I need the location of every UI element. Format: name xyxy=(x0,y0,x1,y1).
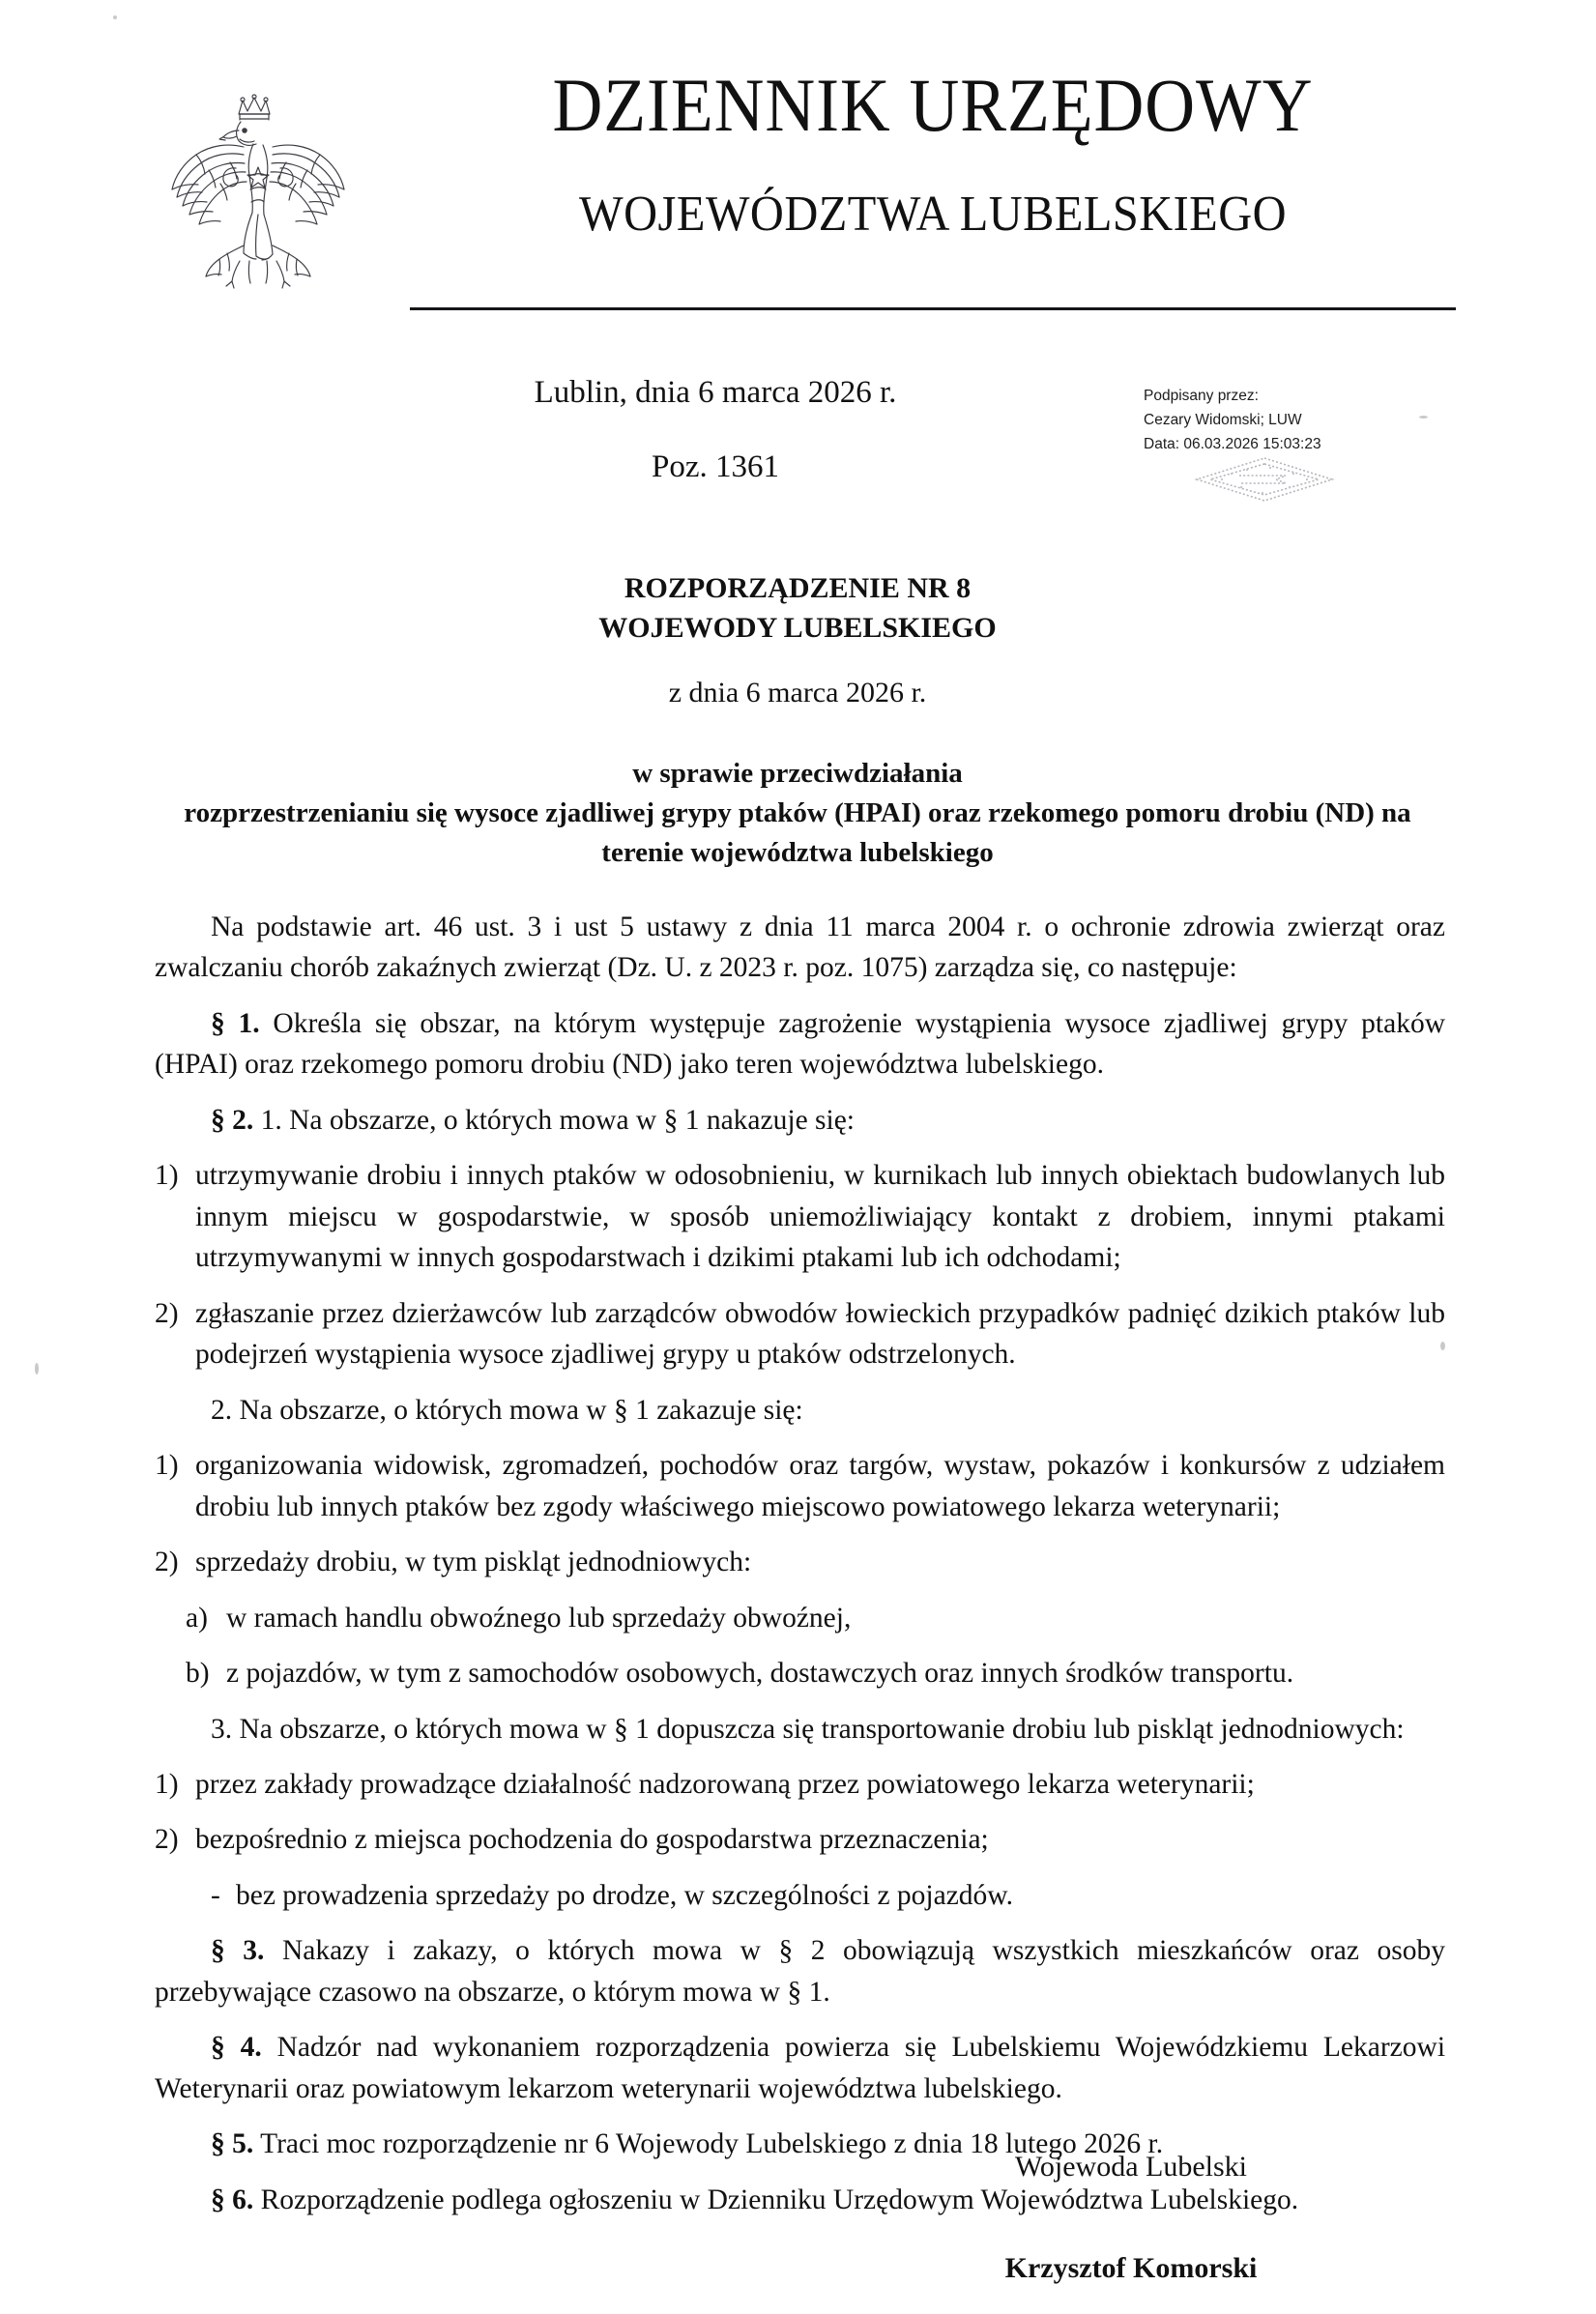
list-item xyxy=(155,1293,1445,1375)
paragraph-4 xyxy=(155,2027,1445,2109)
paragraph-3 xyxy=(155,1930,1445,2012)
signature-date: Data: 06.03.2026 15:03:23 xyxy=(1144,436,1321,453)
paragraph-1-marker: § 1. xyxy=(211,1007,260,1039)
paragraph-6-marker: § 6. xyxy=(211,2184,254,2215)
digital-signature-mark-icon xyxy=(1193,454,1336,505)
list-item-marker: 1) xyxy=(155,1768,179,1800)
paragraph-2-unit-3: 3. Na obszarze, o których mowa w § 1 dopuszcza się transportowanie drobiu lub piskląt jednodniowych: xyxy=(211,1713,1405,1745)
list-item-text: bezpośrednio z miejsca pochodzenia do gospodarstwa przeznaczenia; xyxy=(195,1824,989,1856)
sub-list-item-marker: b) xyxy=(186,1658,210,1690)
paragraph-4-marker: § 4. xyxy=(211,2032,262,2064)
polish-eagle-emblem-icon xyxy=(143,75,365,293)
signatory-name: Krzysztof Komorski xyxy=(1004,2252,1258,2284)
paragraph-1 xyxy=(155,1003,1445,1085)
act-date: z dnia 6 marca 2026 r. xyxy=(668,677,927,709)
preamble-paragraph: Na podstawie art. 46 ust. 3 i ust 5 ustawy z dnia 11 marca 2004 r. o ochronie zdrowia zwierząt oraz zwalczaniu chorób zakaźnych zwierząt (Dz. U. z 2023 r. poz. 1075) zarządza się, co następuje: xyxy=(155,911,1445,984)
scan-speck xyxy=(35,1363,39,1374)
list-item-text: utrzymywanie drobiu i innych ptaków w odosobnieniu, w kurnikach lub innych obiektach budowlanych lub innym miejscu w gospodarstwie, w sposób uniemożliwiający kontakt z drobiem, innymi ptakami utrzymywanymi w innych gospodarstwach i dzikimi ptakami lub ich odchodami; xyxy=(195,1160,1445,1274)
sub-list-item-text: w ramach handlu obwoźnego lub sprzedaży obwoźnej, xyxy=(226,1602,852,1634)
list-item xyxy=(155,1819,1445,1860)
masthead-subtitle: WOJEWÓDZTWA LUBELSKIEGO xyxy=(579,187,1287,242)
sub-list-item xyxy=(155,1653,1445,1693)
list-item-marker: 1) xyxy=(155,1450,179,1482)
masthead xyxy=(0,0,1596,329)
paragraph-2-marker: § 2. xyxy=(211,1104,254,1136)
list-item xyxy=(155,1542,1445,1582)
digital-signature-stamp xyxy=(1144,384,1463,456)
list-item-text: sprzedaży drobiu, w tym piskląt jednodniowych: xyxy=(195,1547,752,1578)
paragraph-2-unit-2: 2. Na obszarze, o których mowa w § 1 zakazuje się: xyxy=(211,1394,803,1426)
list-item xyxy=(155,1764,1445,1805)
paragraph-5-marker: § 5. xyxy=(211,2128,254,2160)
act-subject-line-3: terenie województwa lubelskiego xyxy=(601,837,994,869)
paragraph-5-text: Traci moc rozporządzenie nr 6 Wojewody Lubelskiego z dnia 18 lutego 2026 r. xyxy=(260,2128,1164,2160)
act-title xyxy=(290,568,1305,649)
position-number: Poz. 1361 xyxy=(652,449,779,484)
paragraph-2-unit-1-text: 1. Na obszarze, o których mowa w § 1 nakazuje się: xyxy=(260,1104,855,1136)
act-subject xyxy=(155,754,1440,874)
act-subject-line-1: w sprawie przeciwdziałania xyxy=(632,758,963,789)
signatory-role: Wojewoda Lubelski xyxy=(1014,2151,1248,2183)
place-and-date: Lublin, dnia 6 marca 2026 r. xyxy=(534,375,897,410)
dash-list-item xyxy=(155,1875,1445,1916)
paragraph-3-marker: § 3. xyxy=(211,1935,265,1967)
act-title-line-1: ROZPORZĄDZENIE NR 8 xyxy=(624,572,972,604)
act-title-line-2: WOJEWODY LUBELSKIEGO xyxy=(598,612,997,645)
list-item xyxy=(155,1445,1445,1527)
dash-list-item-text: bez prowadzenia sprzedaży po drodze, w szczególności z pojazdów. xyxy=(236,1879,1014,1911)
list-item-text: organizowania widowisk, zgromadzeń, pochodów oraz targów, wystaw, pokazów i konkursów z udziałem drobiu lub innych ptaków bez zgody właściwego miejscowo powiatowego lekarza weterynarii; xyxy=(195,1450,1445,1522)
list-item-text: zgłaszanie przez dzierżawców lub zarządców obwodów łowieckich przypadków padnięć dzikich ptaków lub podejrzeń wystąpienia wysoce zjadliwej grypy u ptaków odstrzelonych. xyxy=(195,1297,1445,1371)
list-item xyxy=(155,1155,1445,1278)
act-subject-line-2: rozprzestrzenianiu się wysoce zjadliwej grypy ptaków (HPAI) oraz rzekomego pomoru drobiu (ND) na xyxy=(184,797,1411,829)
paragraph-6 xyxy=(155,2180,1445,2220)
list-item-marker: 1) xyxy=(155,1160,179,1192)
paragraph-4-text: Nadzór nad wykonaniem rozporządzenia powierza się Lubelskiemu Wojewódzkiemu Lekarzowi Weterynarii oraz powiatowym lekarzom weterynarii województwa lubelskiego. xyxy=(155,2032,1446,2104)
sub-list-item-marker: a) xyxy=(186,1602,208,1634)
list-item-marker: 2) xyxy=(155,1297,179,1329)
paragraph-2-unit-1 xyxy=(155,1100,1445,1141)
list-item-marker: 2) xyxy=(155,1824,179,1856)
sub-list-item xyxy=(155,1598,1445,1638)
document-body xyxy=(155,907,1445,2235)
page-title: DZIENNIK URZĘDOWY xyxy=(552,63,1314,147)
masthead-divider xyxy=(410,307,1456,310)
signature-signer-name: Cezary Widomski; LUW xyxy=(1144,412,1302,429)
list-item-text: przez zakłady prowadzące działalność nadzorowaną przez powiatowego lekarza weterynarii; xyxy=(195,1768,1255,1800)
list-item-marker: 2) xyxy=(155,1547,179,1578)
paragraph-3-text: Nakazy i zakazy, o których mowa w § 2 obowiązują wszystkich mieszkańców oraz osoby przebywające czasowo na obszarze, o którym mowa w § 1. xyxy=(155,1935,1445,2008)
dash-list-item-marker: - xyxy=(211,1879,220,1911)
sub-list-item-text: z pojazdów, w tym z samochodów osobowych, dostawczych oraz innych środków transportu. xyxy=(226,1658,1294,1690)
paragraph-6-text: Rozporządzenie podlega ogłoszeniu w Dzienniku Urzędowym Województwa Lubelskiego. xyxy=(260,2184,1299,2215)
signature-signed-by-label: Podpisany przez: xyxy=(1144,388,1259,404)
paragraph-1-text: Określa się obszar, na którym występuje zagrożenie wystąpienia wysoce zjadliwej grypy ptaków (HPAI) oraz rzekomego pomoru drobiu (ND) jako teren województwa lubelskiego. xyxy=(155,1007,1446,1081)
